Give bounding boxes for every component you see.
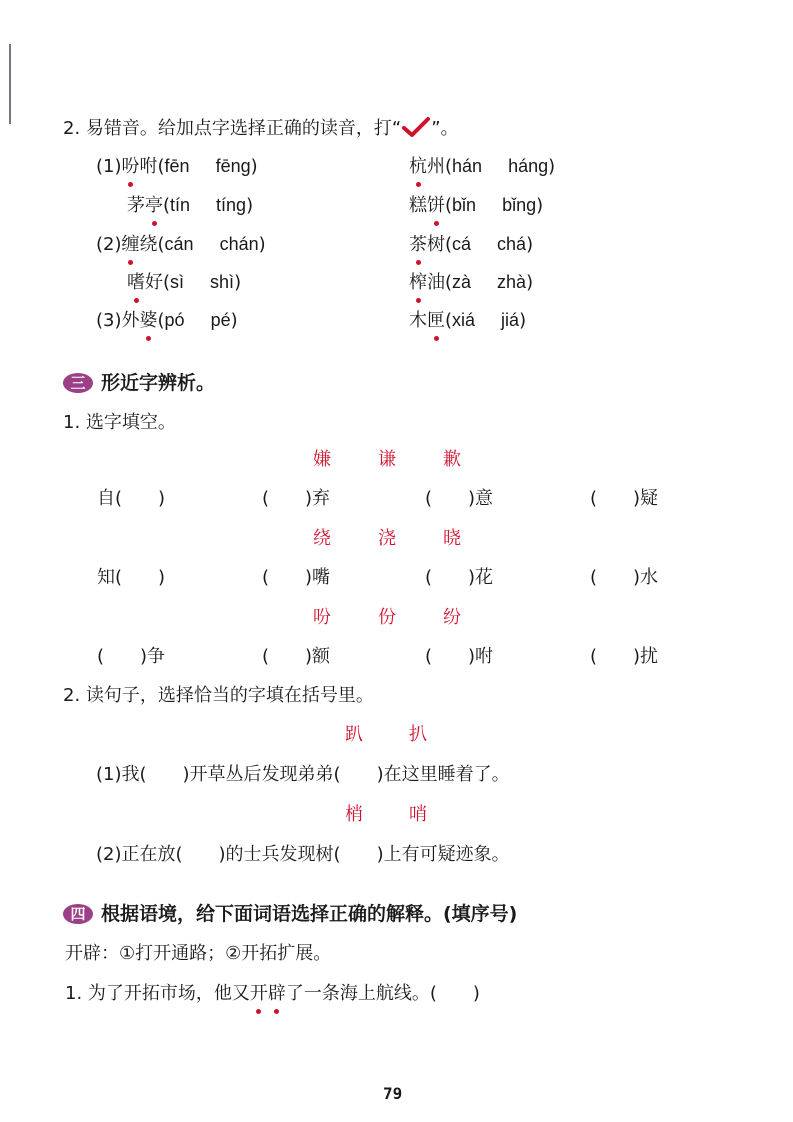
fill-blank-item[interactable]: ( )意 — [425, 488, 494, 509]
choice-char: 纷 — [443, 607, 461, 628]
paren: ) — [258, 234, 266, 255]
pinyin-option[interactable]: sì — [170, 272, 185, 292]
paren: ) — [519, 310, 527, 331]
page-edge-line — [9, 44, 11, 124]
q4-1-suffix: 了一条海上航线。( ) — [285, 983, 480, 1004]
paren: ( — [445, 310, 453, 331]
section-title: 形近字辨析。 — [101, 372, 216, 394]
choice-char: 绕 — [313, 528, 331, 549]
fill-sentence[interactable]: (1)我( )开草丛后发现弟弟( )在这里睡着了。 — [96, 764, 510, 785]
word-char: 外 — [121, 310, 140, 331]
pinyin-option[interactable]: hán — [452, 156, 483, 176]
choice-char: 份 — [378, 607, 396, 628]
pinyin-option[interactable]: bǐng — [502, 195, 537, 215]
item-number: (3) — [96, 310, 122, 331]
paren: ( — [445, 156, 453, 177]
fill-blank-item[interactable]: ( )弃 — [262, 488, 331, 509]
pinyin-option[interactable]: zà — [452, 272, 472, 292]
fill-blank-item[interactable]: ( )扰 — [590, 646, 659, 667]
word-char: 婆 — [140, 306, 158, 332]
fill-blank-item[interactable]: ( )争 — [97, 646, 166, 667]
q4-1-prefix: 1. 为了开拓市场，他又 — [65, 983, 250, 1004]
q4-1-sentence — [65, 979, 480, 1005]
pinyin-option[interactable]: cán — [164, 234, 194, 254]
paren: ) — [250, 156, 258, 177]
fill-blank-item[interactable]: ( )花 — [425, 567, 494, 588]
choice-char: 嫌 — [313, 449, 331, 470]
q2-heading-suffix: ”。 — [431, 118, 459, 139]
dotted-char: 开 — [250, 979, 268, 1005]
pinyin-option[interactable]: tíng — [216, 195, 247, 215]
word-char: 木 — [409, 310, 427, 331]
choice-char: 吩 — [313, 607, 331, 628]
pinyin-item — [409, 152, 555, 178]
fill-sentence[interactable]: (2)正在放( )的士兵发现树( )上有可疑迹象。 — [96, 844, 510, 865]
pinyin-item — [409, 306, 526, 332]
word-char: 茅 — [127, 195, 145, 216]
page-number: 79 — [383, 1084, 403, 1103]
word-char: 榨 — [409, 268, 427, 294]
pinyin-item — [409, 230, 533, 256]
section-badge: 四 — [63, 904, 93, 924]
item-number: (1) — [96, 156, 122, 177]
choice-char: 谦 — [378, 449, 396, 470]
pinyin-option[interactable]: fēn — [164, 156, 190, 176]
choice-char: 歉 — [443, 449, 461, 470]
word-char: 嗜 — [127, 268, 145, 294]
fill-blank-item[interactable]: 自( ) — [97, 488, 166, 509]
word-char: 油 — [427, 272, 445, 293]
paren: ) — [526, 272, 534, 293]
paren: ( — [157, 310, 165, 331]
paren: ) — [234, 272, 242, 293]
pinyin-option[interactable]: tín — [170, 195, 191, 215]
paren: ) — [230, 310, 238, 331]
pinyin-item — [127, 191, 253, 217]
paren: ) — [536, 195, 544, 216]
word-char: 糕 — [409, 195, 427, 216]
dotted-char: 辟 — [268, 979, 286, 1005]
fill-blank-item[interactable]: ( )嘴 — [262, 567, 331, 588]
pinyin-option[interactable]: shì — [210, 272, 235, 292]
fill-blank-item[interactable]: ( )疑 — [590, 488, 659, 509]
section-title: 根据语境，给下面词语选择正确的解释。(填序号) — [101, 903, 518, 925]
choice-char: 趴 — [345, 724, 363, 745]
choice-char: 梢 — [345, 804, 363, 825]
word-char: 咐 — [139, 156, 158, 177]
pinyin-item — [96, 152, 258, 178]
pinyin-option[interactable]: fēng — [215, 156, 251, 176]
fill-blank-item[interactable]: ( )咐 — [425, 646, 494, 667]
word-char: 好 — [145, 272, 163, 293]
word-char: 绕 — [139, 234, 158, 255]
choice-char: 哨 — [409, 804, 427, 825]
paren: ( — [445, 272, 453, 293]
q3-2-heading: 2. 读句子，选择恰当的字填在括号里。 — [63, 685, 374, 706]
q2-heading-text: 2. 易错音。给加点字选择正确的读音，打“ — [63, 118, 402, 139]
pinyin-item — [96, 306, 238, 332]
item-number: (2) — [96, 234, 122, 255]
word-char: 茶 — [409, 230, 427, 256]
pinyin-option[interactable]: bǐn — [452, 195, 477, 215]
paren: ) — [526, 234, 534, 255]
section-4-header — [63, 899, 517, 926]
word-char: 饼 — [427, 191, 445, 217]
q3-1-heading: 1. 选字填空。 — [63, 412, 176, 433]
choice-char: 扒 — [409, 724, 427, 745]
word-char: 州 — [427, 156, 445, 177]
pinyin-option[interactable]: chán — [219, 234, 259, 254]
paren: ( — [445, 234, 453, 255]
q2-heading — [63, 114, 459, 140]
word-char: 树 — [427, 234, 445, 255]
paren: ( — [157, 234, 165, 255]
pinyin-item — [409, 268, 533, 294]
paren: ) — [246, 195, 254, 216]
fill-blank-item[interactable]: 知( ) — [97, 567, 166, 588]
pinyin-item — [127, 268, 241, 294]
paren: ( — [157, 156, 165, 177]
section-3-header — [63, 368, 215, 395]
pinyin-option[interactable]: jiá — [501, 310, 520, 330]
paren: ) — [548, 156, 556, 177]
word-char: 杭 — [409, 152, 427, 178]
section-badge: 三 — [63, 373, 93, 393]
paren: ( — [163, 195, 171, 216]
paren: ( — [445, 195, 453, 216]
pinyin-option[interactable]: cá — [452, 234, 472, 254]
pinyin-option[interactable]: xiá — [452, 310, 476, 330]
checkmark-icon — [401, 116, 431, 138]
pinyin-option[interactable]: háng — [508, 156, 549, 176]
pinyin-option[interactable]: pó — [164, 310, 185, 330]
fill-blank-item[interactable]: ( )水 — [590, 567, 659, 588]
choice-char: 晓 — [443, 528, 461, 549]
definition-line: 开辟：①打开通路；②开拓扩展。 — [65, 943, 332, 964]
choice-char: 浇 — [378, 528, 396, 549]
fill-blank-item[interactable]: ( )额 — [262, 646, 331, 667]
word-char: 吩 — [122, 152, 140, 178]
paren: ( — [163, 272, 171, 293]
pinyin-option[interactable]: chá — [497, 234, 527, 254]
pinyin-item — [96, 230, 266, 256]
pinyin-option[interactable]: pé — [210, 310, 231, 330]
word-char: 匣 — [427, 306, 445, 332]
word-char: 缠 — [122, 230, 140, 256]
pinyin-option[interactable]: zhà — [497, 272, 527, 292]
word-char: 亭 — [145, 191, 163, 217]
pinyin-item — [409, 191, 543, 217]
